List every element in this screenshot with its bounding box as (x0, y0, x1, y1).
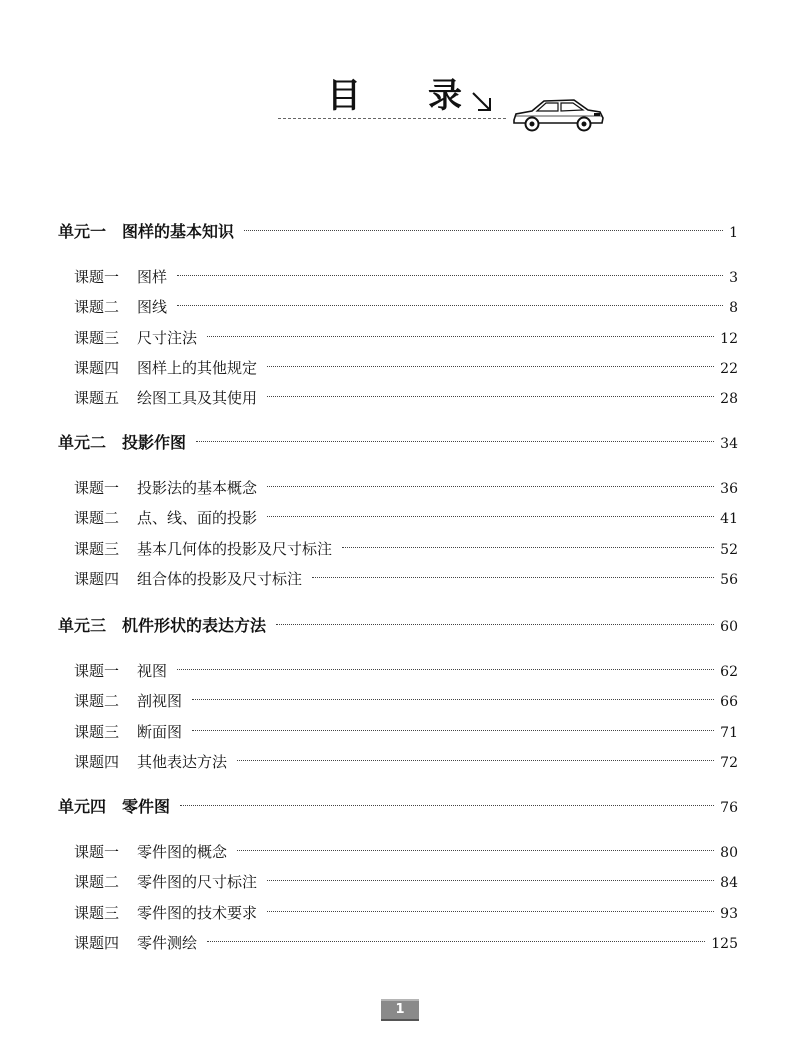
lesson-label: 课题二 (74, 298, 120, 316)
toc-unit-row[interactable] (58, 220, 738, 244)
toc-unit-row[interactable] (58, 795, 738, 819)
toc-lesson-row[interactable] (74, 901, 738, 925)
lesson-label: 课题二 (74, 873, 120, 891)
lesson-page-number: 28 (720, 391, 738, 407)
lesson-label: 课题四 (74, 570, 120, 588)
lesson-label: 课题四 (74, 359, 120, 377)
lesson-page-number: 80 (720, 845, 738, 861)
lesson-title: 零件测绘 (137, 934, 198, 952)
lesson-page-number: 72 (720, 755, 738, 771)
dot-leader (267, 486, 714, 487)
dot-leader (177, 305, 723, 306)
lesson-title: 断面图 (137, 723, 183, 741)
unit-label: 单元三 (58, 616, 107, 635)
lesson-label: 课题一 (74, 268, 120, 286)
car-icon (510, 94, 606, 134)
toc-lesson-row[interactable] (74, 506, 738, 530)
dot-leader (237, 850, 714, 851)
arrow-down-right-icon (470, 90, 494, 114)
unit-page-number: 1 (729, 225, 738, 241)
dot-leader (276, 624, 714, 625)
lesson-title: 剖视图 (137, 692, 183, 710)
lesson-page-number: 125 (711, 936, 738, 952)
unit-title: 投影作图 (122, 433, 187, 452)
toc-lesson-row[interactable] (74, 265, 738, 289)
lesson-title: 图线 (137, 298, 168, 316)
lesson-label: 课题二 (74, 692, 120, 710)
lesson-title: 图样 (137, 268, 168, 286)
toc-lesson-row[interactable] (74, 356, 738, 380)
lesson-page-number: 41 (720, 511, 738, 527)
lesson-label: 课题三 (74, 329, 120, 347)
unit-page-number: 34 (720, 436, 738, 452)
unit-title: 图样的基本知识 (122, 222, 235, 241)
lesson-title: 零件图的概念 (137, 843, 228, 861)
toc-unit-row[interactable] (58, 614, 738, 638)
toc-unit-row[interactable] (58, 431, 738, 455)
dot-leader (267, 911, 714, 912)
lesson-title: 点、线、面的投影 (137, 509, 258, 527)
toc-lesson-row[interactable] (74, 931, 738, 955)
dot-leader (192, 730, 714, 731)
toc-lesson-row[interactable] (74, 567, 738, 591)
lesson-label: 课题一 (74, 662, 120, 680)
title-char-lu: 录 (428, 76, 462, 116)
dot-leader (267, 880, 714, 881)
lesson-label: 课题四 (74, 753, 120, 771)
lesson-label: 课题二 (74, 509, 120, 527)
lesson-title: 图样上的其他规定 (137, 359, 258, 377)
unit-label: 单元四 (58, 797, 107, 816)
dot-leader (267, 516, 714, 517)
toc-lesson-row[interactable] (74, 870, 738, 894)
lesson-page-number: 22 (720, 361, 738, 377)
toc-lesson-row[interactable] (74, 750, 738, 774)
lesson-page-number: 84 (720, 875, 738, 891)
title-char-mu: 目 (327, 76, 361, 116)
dot-leader (196, 441, 714, 442)
dot-leader (237, 760, 714, 761)
dot-leader (207, 941, 705, 942)
lesson-label: 课题一 (74, 479, 120, 497)
lesson-label: 课题三 (74, 540, 120, 558)
lesson-title: 尺寸注法 (137, 329, 198, 347)
lesson-title: 零件图的技术要求 (137, 904, 258, 922)
toc-header (0, 0, 790, 140)
toc-lesson-row[interactable] (74, 840, 738, 864)
lesson-title: 基本几何体的投影及尺寸标注 (137, 540, 333, 558)
unit-page-number: 60 (720, 619, 738, 635)
dot-leader (180, 805, 714, 806)
dot-leader (207, 336, 714, 337)
unit-label: 单元二 (58, 433, 107, 452)
dot-leader (244, 230, 723, 231)
unit-label: 单元一 (58, 222, 107, 241)
toc-lesson-row[interactable] (74, 476, 738, 500)
lesson-label: 课题三 (74, 723, 120, 741)
toc-lesson-row[interactable] (74, 720, 738, 744)
dot-leader (342, 547, 714, 548)
dot-leader (267, 396, 714, 397)
lesson-page-number: 3 (729, 270, 738, 286)
toc-lesson-row[interactable] (74, 326, 738, 350)
title-dashed-rule (278, 118, 506, 119)
unit-title: 零件图 (122, 797, 171, 816)
lesson-page-number: 56 (720, 572, 738, 588)
page-number-badge: 1 (381, 999, 419, 1021)
dot-leader (192, 699, 714, 700)
lesson-title: 零件图的尺寸标注 (137, 873, 258, 891)
lesson-page-number: 8 (729, 300, 738, 316)
dot-leader (312, 577, 714, 578)
toc-lesson-row[interactable] (74, 537, 738, 561)
dot-leader (177, 275, 723, 276)
unit-page-number: 76 (720, 800, 738, 816)
lesson-label: 课题四 (74, 934, 120, 952)
lesson-title: 绘图工具及其使用 (137, 389, 258, 407)
lesson-page-number: 71 (720, 725, 738, 741)
lesson-label: 课题三 (74, 904, 120, 922)
lesson-title: 其他表达方法 (137, 753, 228, 771)
lesson-title: 视图 (137, 662, 168, 680)
toc-lesson-row[interactable] (74, 659, 738, 683)
toc-lesson-row[interactable] (74, 386, 738, 410)
dot-leader (177, 669, 714, 670)
lesson-page-number: 12 (720, 331, 738, 347)
toc-lesson-row[interactable] (74, 689, 738, 713)
lesson-label: 课题五 (74, 389, 120, 407)
lesson-label: 课题一 (74, 843, 120, 861)
lesson-page-number: 36 (720, 481, 738, 497)
lesson-page-number: 93 (720, 906, 738, 922)
lesson-page-number: 66 (720, 694, 738, 710)
toc-lesson-row[interactable] (74, 295, 738, 319)
dot-leader (267, 366, 714, 367)
lesson-title: 组合体的投影及尺寸标注 (137, 570, 303, 588)
lesson-page-number: 52 (720, 542, 738, 558)
unit-title: 机件形状的表达方法 (122, 616, 267, 635)
lesson-page-number: 62 (720, 664, 738, 680)
lesson-title: 投影法的基本概念 (137, 479, 258, 497)
